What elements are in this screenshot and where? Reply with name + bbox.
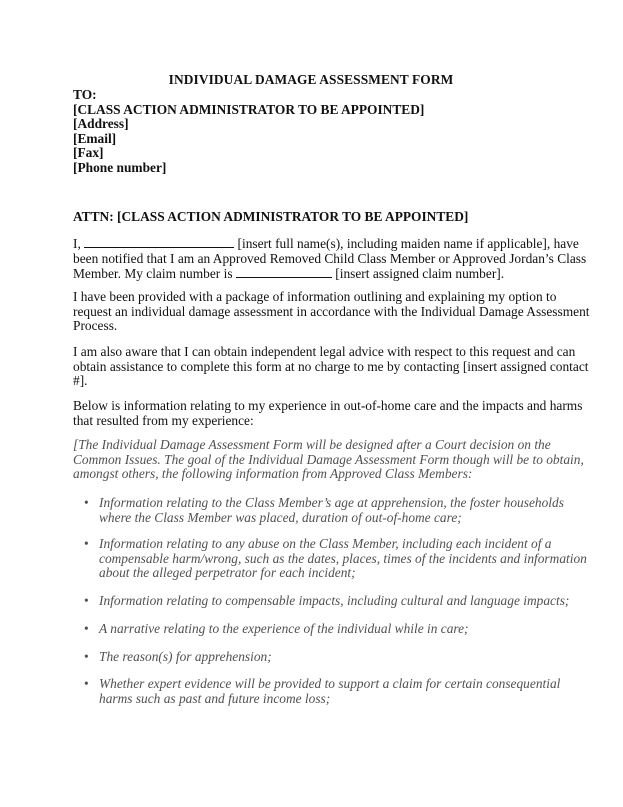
- to-label: TO:: [73, 87, 97, 102]
- paragraph-line: [The Individual Damage Assessment Form will be designed after a Court decision on the: [73, 437, 551, 452]
- list-item-line: Information relating to the Class Member’s age at apprehension, the foster households: [99, 495, 564, 510]
- list-item-line: about the alleged perpetrator for each incident;: [99, 565, 356, 581]
- claim-number-instruction: [insert assigned claim number].: [335, 266, 505, 282]
- paragraph-line: that resulted from my experience:: [73, 412, 254, 428]
- recipient-name: [CLASS ACTION ADMINISTRATOR TO BE APPOINTED]: [73, 101, 425, 117]
- claim-number-label: Member. My claim number is: [73, 266, 233, 282]
- list-item-line: A narrative relating to the experience of the individual while in care;: [99, 621, 469, 636]
- form-title: INDIVIDUAL DAMAGE ASSESSMENT FORM: [168, 72, 454, 87]
- list-item-line: where the Class Member was placed, duration of out-of-home care;: [99, 509, 462, 525]
- bullet-icon: •: [84, 536, 89, 551]
- recipient-fax: [Fax]: [73, 145, 104, 161]
- paragraph-line: Process.: [73, 318, 118, 334]
- list-item-line: Whether expert evidence will be provided to support a claim for certain consequential: [99, 676, 561, 691]
- paragraph-line: request an individual damage assessment in accordance with the Individual Damage Assessment: [73, 303, 590, 319]
- list-item-line: harms such as past and future income loss;: [99, 690, 331, 706]
- bullet-icon: •: [84, 649, 89, 664]
- bullet-icon: •: [84, 676, 89, 691]
- list-item-line: compensable harm/wrong, such as the dates, places, times of the incidents and information: [99, 550, 587, 566]
- paragraph-line: I am also aware that I can obtain independent legal advice with respect to this request and can: [73, 344, 576, 359]
- paragraph-line: Common Issues. The goal of the Individual Damage Assessment Form though will be to obtain,: [73, 451, 584, 467]
- list-item-line: Information relating to compensable impacts, including cultural and language impacts;: [99, 593, 570, 608]
- list-item-line: Information relating to any abuse on the Class Member, including each incident of a: [99, 536, 552, 551]
- declaration-prefix: I,: [73, 236, 81, 251]
- paragraph-line: amongst others, the following information from Approved Class Members:: [73, 466, 473, 482]
- declaration-name-instruction: [insert full name(s), including maiden name if applicable], have: [237, 236, 579, 251]
- recipient-phone: [Phone number]: [73, 159, 167, 175]
- bullet-icon: •: [84, 621, 89, 636]
- list-item-line: The reason(s) for apprehension;: [99, 649, 272, 664]
- paragraph-line: I have been provided with a package of information outlining and explaining my option to: [73, 289, 557, 304]
- bullet-icon: •: [84, 495, 89, 510]
- recipient-address: [Address]: [73, 116, 129, 132]
- recipient-email: [Email]: [73, 130, 117, 146]
- attention-line: ATTN: [CLASS ACTION ADMINISTRATOR TO BE APPOINTED]: [73, 209, 469, 224]
- declaration-line-2: been notified that I am an Approved Removed Child Class Member or Approved Jordan’s Class: [73, 250, 587, 266]
- paragraph-line: #].: [73, 373, 88, 389]
- paragraph-line: Below is information relating to my experience in out-of-home care and the impacts and harms: [73, 398, 583, 413]
- bullet-icon: •: [84, 593, 89, 608]
- paragraph-line: obtain assistance to complete this form at no charge to me by contacting [insert assigned contact: [73, 358, 589, 374]
